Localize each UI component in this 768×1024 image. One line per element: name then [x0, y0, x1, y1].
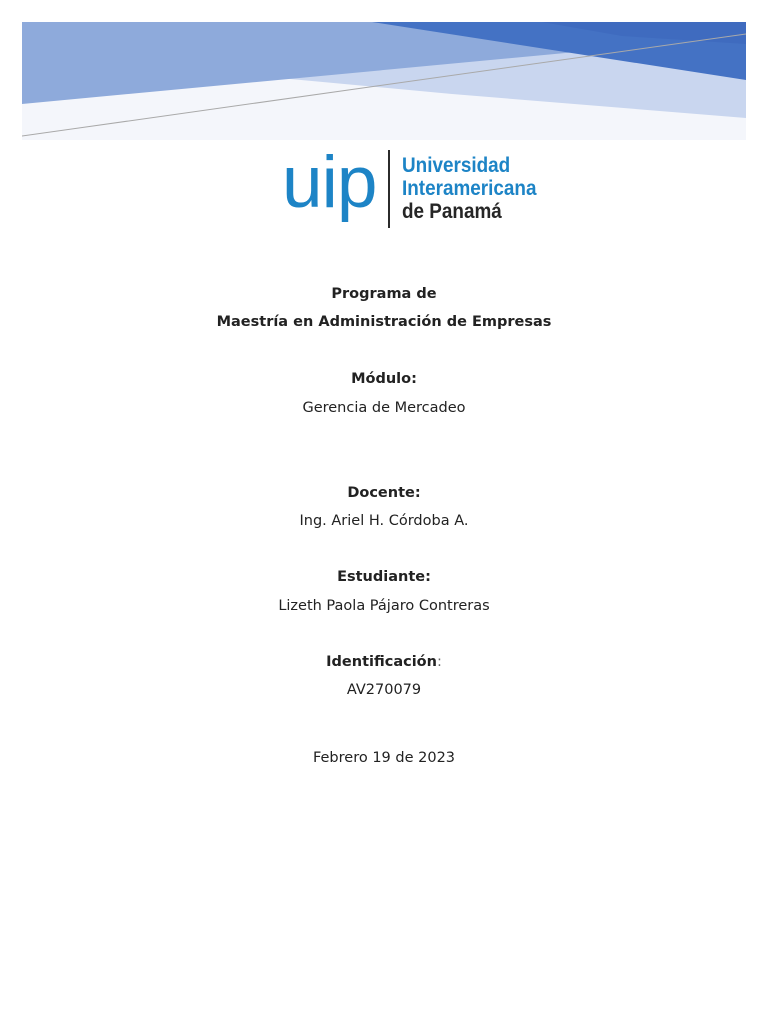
uip-logo: [282, 142, 552, 230]
logo-divider: [388, 150, 390, 228]
id-heading: [0, 652, 768, 672]
teacher-value: Ing. Ariel H. Córdoba A.: [299, 513, 469, 529]
program-label: Programa de: [331, 286, 437, 302]
logo-university-line: Universidad: [402, 154, 511, 177]
date: Febrero 19 de 2023: [312, 750, 456, 766]
logo-interamericana-line: Interamericana: [402, 177, 537, 200]
module-label: Módulo:: [351, 371, 417, 387]
id-colon: :: [436, 654, 442, 670]
module-value: Gerencia de Mercadeo: [302, 400, 466, 416]
header-banner: [22, 22, 746, 140]
student-label: Estudiante:: [337, 569, 431, 585]
program-name: Maestría en Administración de Empresas: [216, 314, 552, 330]
student-value: Lizeth Paola Pájaro Contreras: [278, 598, 490, 614]
logo-panama-line: de Panamá: [402, 200, 502, 223]
logo-wordmark: uip: [282, 142, 377, 223]
teacher-label: Docente:: [347, 485, 421, 501]
id-value: AV270079: [346, 682, 422, 698]
id-label: Identificación: [326, 654, 437, 670]
